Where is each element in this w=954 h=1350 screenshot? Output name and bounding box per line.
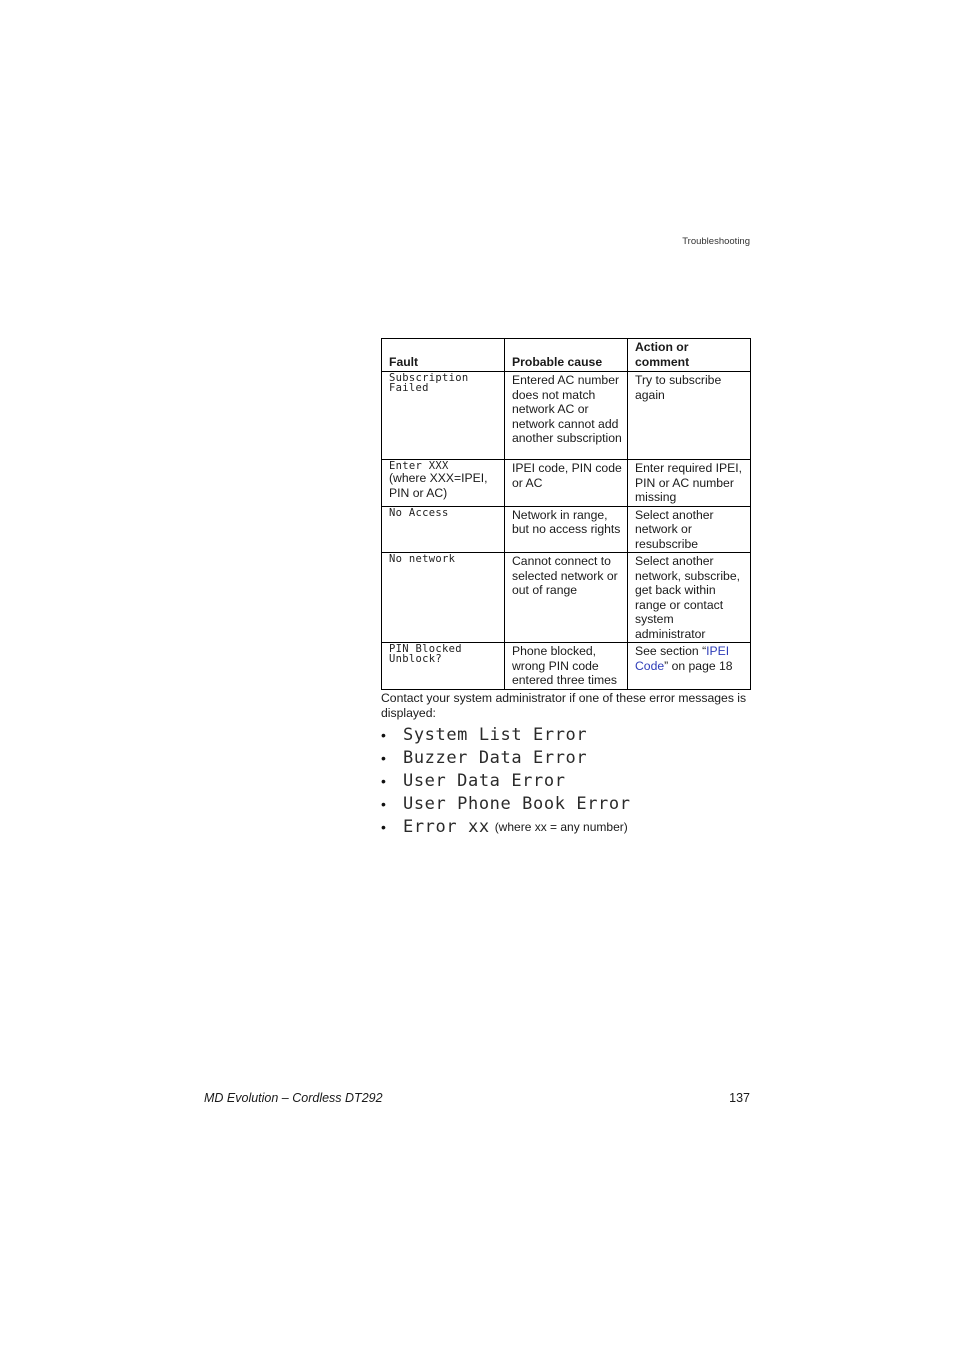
table-row: [382, 553, 751, 643]
error-message: Error xx: [403, 817, 490, 838]
error-note: (where xx = any number): [494, 820, 628, 835]
cause-cell: Cannot connect to selected network or out of range: [505, 553, 628, 643]
error-message: User Data Error: [403, 770, 566, 791]
action-cell: [628, 643, 751, 690]
bullet-icon: •: [381, 726, 386, 743]
fault-cell: [382, 553, 505, 643]
bullet-icon: •: [381, 819, 386, 836]
list-item: [381, 816, 631, 839]
fault-message: Subscription Failed: [389, 372, 469, 394]
fault-message: Enter XXX: [389, 460, 449, 472]
cause-cell: IPEI code, PIN code or AC: [505, 460, 628, 507]
column-header-fault: Fault: [382, 339, 505, 372]
cause-cell: Phone blocked, wrong PIN code entered three times: [505, 643, 628, 690]
list-item: [381, 793, 631, 816]
action-prefix: See section “: [635, 644, 707, 658]
list-item: [381, 746, 631, 769]
action-suffix: ” on page 18: [664, 658, 733, 673]
footer-title: MD Evolution – Cordless DT292: [204, 1091, 383, 1105]
fault-message: No Access: [389, 506, 449, 519]
column-header-probable-cause: Probable cause: [505, 339, 628, 372]
fault-message: No network: [389, 553, 456, 565]
bullet-icon: •: [381, 772, 386, 789]
running-head: Troubleshooting: [682, 236, 750, 247]
error-message: System List Error: [403, 724, 588, 745]
fault-table: [381, 338, 751, 690]
fault-cell: [382, 643, 505, 690]
action-cell: Select another network or resubscribe: [628, 506, 751, 553]
bullet-icon: •: [381, 796, 386, 813]
intro-paragraph: Contact your system administrator if one of these error messages is displayed:: [381, 691, 747, 720]
fault-note: (where XXX=IPEI, PIN or AC): [389, 471, 488, 500]
fault-cell: [382, 372, 505, 460]
page-number: 137: [729, 1091, 750, 1105]
table-row: [382, 643, 751, 690]
cause-cell: Network in range, but no access rights: [505, 506, 628, 553]
error-message: Buzzer Data Error: [403, 747, 588, 768]
table-row: [382, 460, 751, 507]
action-cell: Select another network, subscribe, get back within range or contact system administrator: [628, 553, 751, 643]
fault-cell: [382, 506, 505, 553]
error-message-list: [381, 723, 631, 839]
table-row: [382, 372, 751, 460]
action-cell: Try to subscribe again: [628, 372, 751, 460]
action-cell: Enter required IPEI, PIN or AC number missing: [628, 460, 751, 507]
ipei-code-link[interactable]: IPEI Code: [635, 644, 730, 673]
list-item: [381, 723, 631, 746]
table-header-row: [382, 339, 751, 372]
fault-message: PIN Blocked Unblock?: [389, 643, 462, 665]
error-message: User Phone Book Error: [403, 794, 631, 815]
cause-cell: Entered AC number does not match network AC or network cannot add another subscription: [505, 372, 628, 460]
column-header-action: Action or comment: [628, 339, 751, 372]
bullet-icon: •: [381, 749, 386, 766]
list-item: [381, 769, 631, 792]
table-row: [382, 506, 751, 553]
fault-cell: [382, 460, 505, 507]
